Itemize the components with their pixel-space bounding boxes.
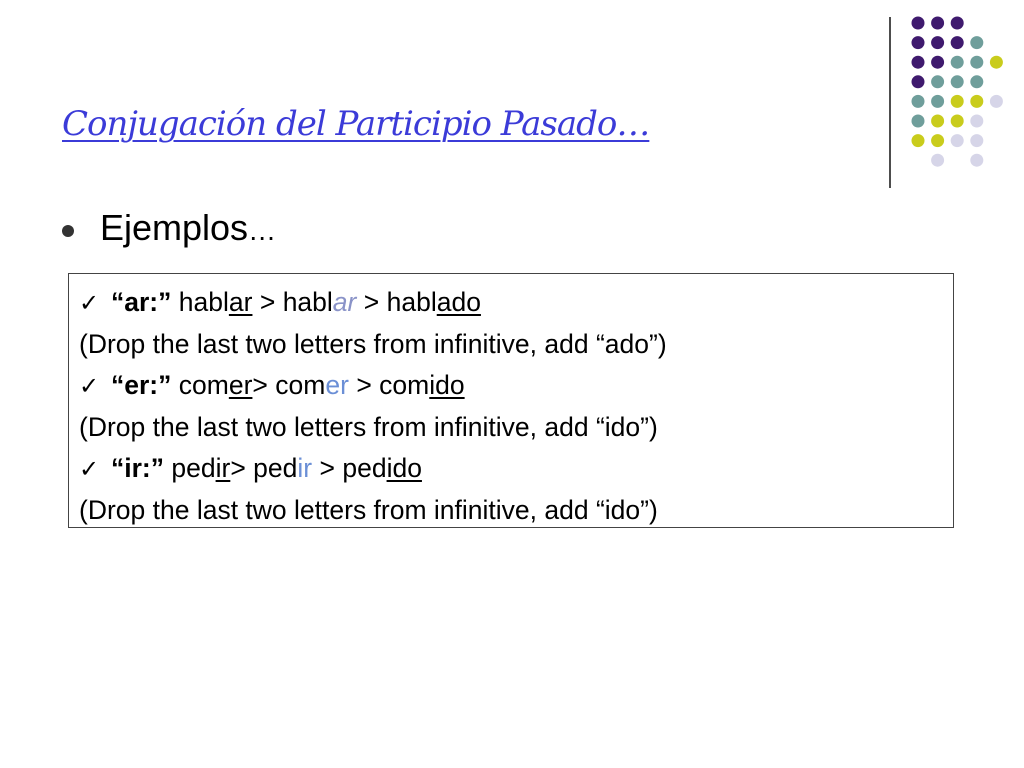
arrow: >	[259, 287, 276, 317]
decorative-dot	[951, 95, 964, 108]
arrow: >	[356, 370, 372, 400]
decorative-dot	[931, 154, 944, 167]
decorative-vertical-line	[889, 17, 891, 188]
decorative-dot	[931, 134, 944, 147]
infinitive: hablar	[178, 287, 253, 317]
checkmark-icon: ✓	[79, 373, 100, 400]
stem-form: hablar	[282, 287, 357, 317]
decorative-dot	[931, 75, 944, 88]
decorative-dot-grid	[900, 10, 1024, 180]
decorative-dot	[990, 56, 1003, 69]
bullet-label: Ejemplos	[100, 207, 249, 248]
example-note: (Drop the last two letters from infinitive, add “ido”)	[79, 495, 658, 525]
decorative-dot	[931, 56, 944, 69]
decorative-dot	[912, 134, 925, 147]
checkmark-icon: ✓	[79, 456, 100, 483]
decorative-dot	[990, 95, 1003, 108]
example-label: “ar:”	[111, 287, 172, 317]
participle: comido	[379, 370, 465, 400]
decorative-dot	[931, 17, 944, 30]
decorative-dot	[951, 17, 964, 30]
bullet-item	[62, 203, 276, 253]
checkmark-icon: ✓	[79, 290, 100, 317]
decorative-dot	[912, 115, 925, 128]
examples-lines	[79, 282, 667, 531]
slide-title: Conjugación del Participio Pasado…	[62, 104, 650, 144]
decorative-dot	[970, 75, 983, 88]
decorative-dot	[951, 134, 964, 147]
infinitive: comer	[178, 370, 253, 400]
decorative-dot	[951, 75, 964, 88]
example-note: (Drop the last two letters from infinitive, add “ado”)	[79, 329, 667, 359]
stem-form: comer	[275, 370, 349, 400]
decorative-dot	[931, 115, 944, 128]
example-note: (Drop the last two letters from infinitive, add “ido”)	[79, 412, 658, 442]
arrow: >	[319, 453, 335, 483]
example-label: “er:”	[111, 370, 172, 400]
arrow: >	[363, 287, 380, 317]
decorative-dot	[970, 95, 983, 108]
bullet-text	[100, 207, 276, 249]
decorative-dot	[931, 36, 944, 49]
decorative-dot	[970, 36, 983, 49]
decorative-dot	[912, 95, 925, 108]
participle: pedido	[342, 453, 422, 483]
infinitive: pedir	[171, 453, 231, 483]
decorative-dot	[970, 56, 983, 69]
decorative-dot	[951, 115, 964, 128]
decorative-dot	[970, 134, 983, 147]
arrow: >	[252, 370, 268, 400]
arrow: >	[230, 453, 246, 483]
decorative-dot	[912, 56, 925, 69]
example-row-ar	[79, 282, 667, 324]
participle: hablado	[386, 287, 481, 317]
decorative-dot	[951, 36, 964, 49]
example-row-er	[79, 365, 667, 407]
example-row-ir	[79, 448, 667, 490]
decorative-dot	[931, 95, 944, 108]
decorative-dot	[912, 36, 925, 49]
example-label: “ir:”	[111, 453, 164, 483]
decorative-dot	[912, 17, 925, 30]
examples-box	[68, 273, 954, 528]
stem-form: pedir	[253, 453, 313, 483]
bullet-dot-icon	[62, 225, 74, 237]
bullet-ellipsis: …	[248, 215, 277, 246]
decorative-dot	[970, 115, 983, 128]
decorative-dot	[970, 154, 983, 167]
decorative-dot	[951, 56, 964, 69]
decorative-dot	[912, 75, 925, 88]
